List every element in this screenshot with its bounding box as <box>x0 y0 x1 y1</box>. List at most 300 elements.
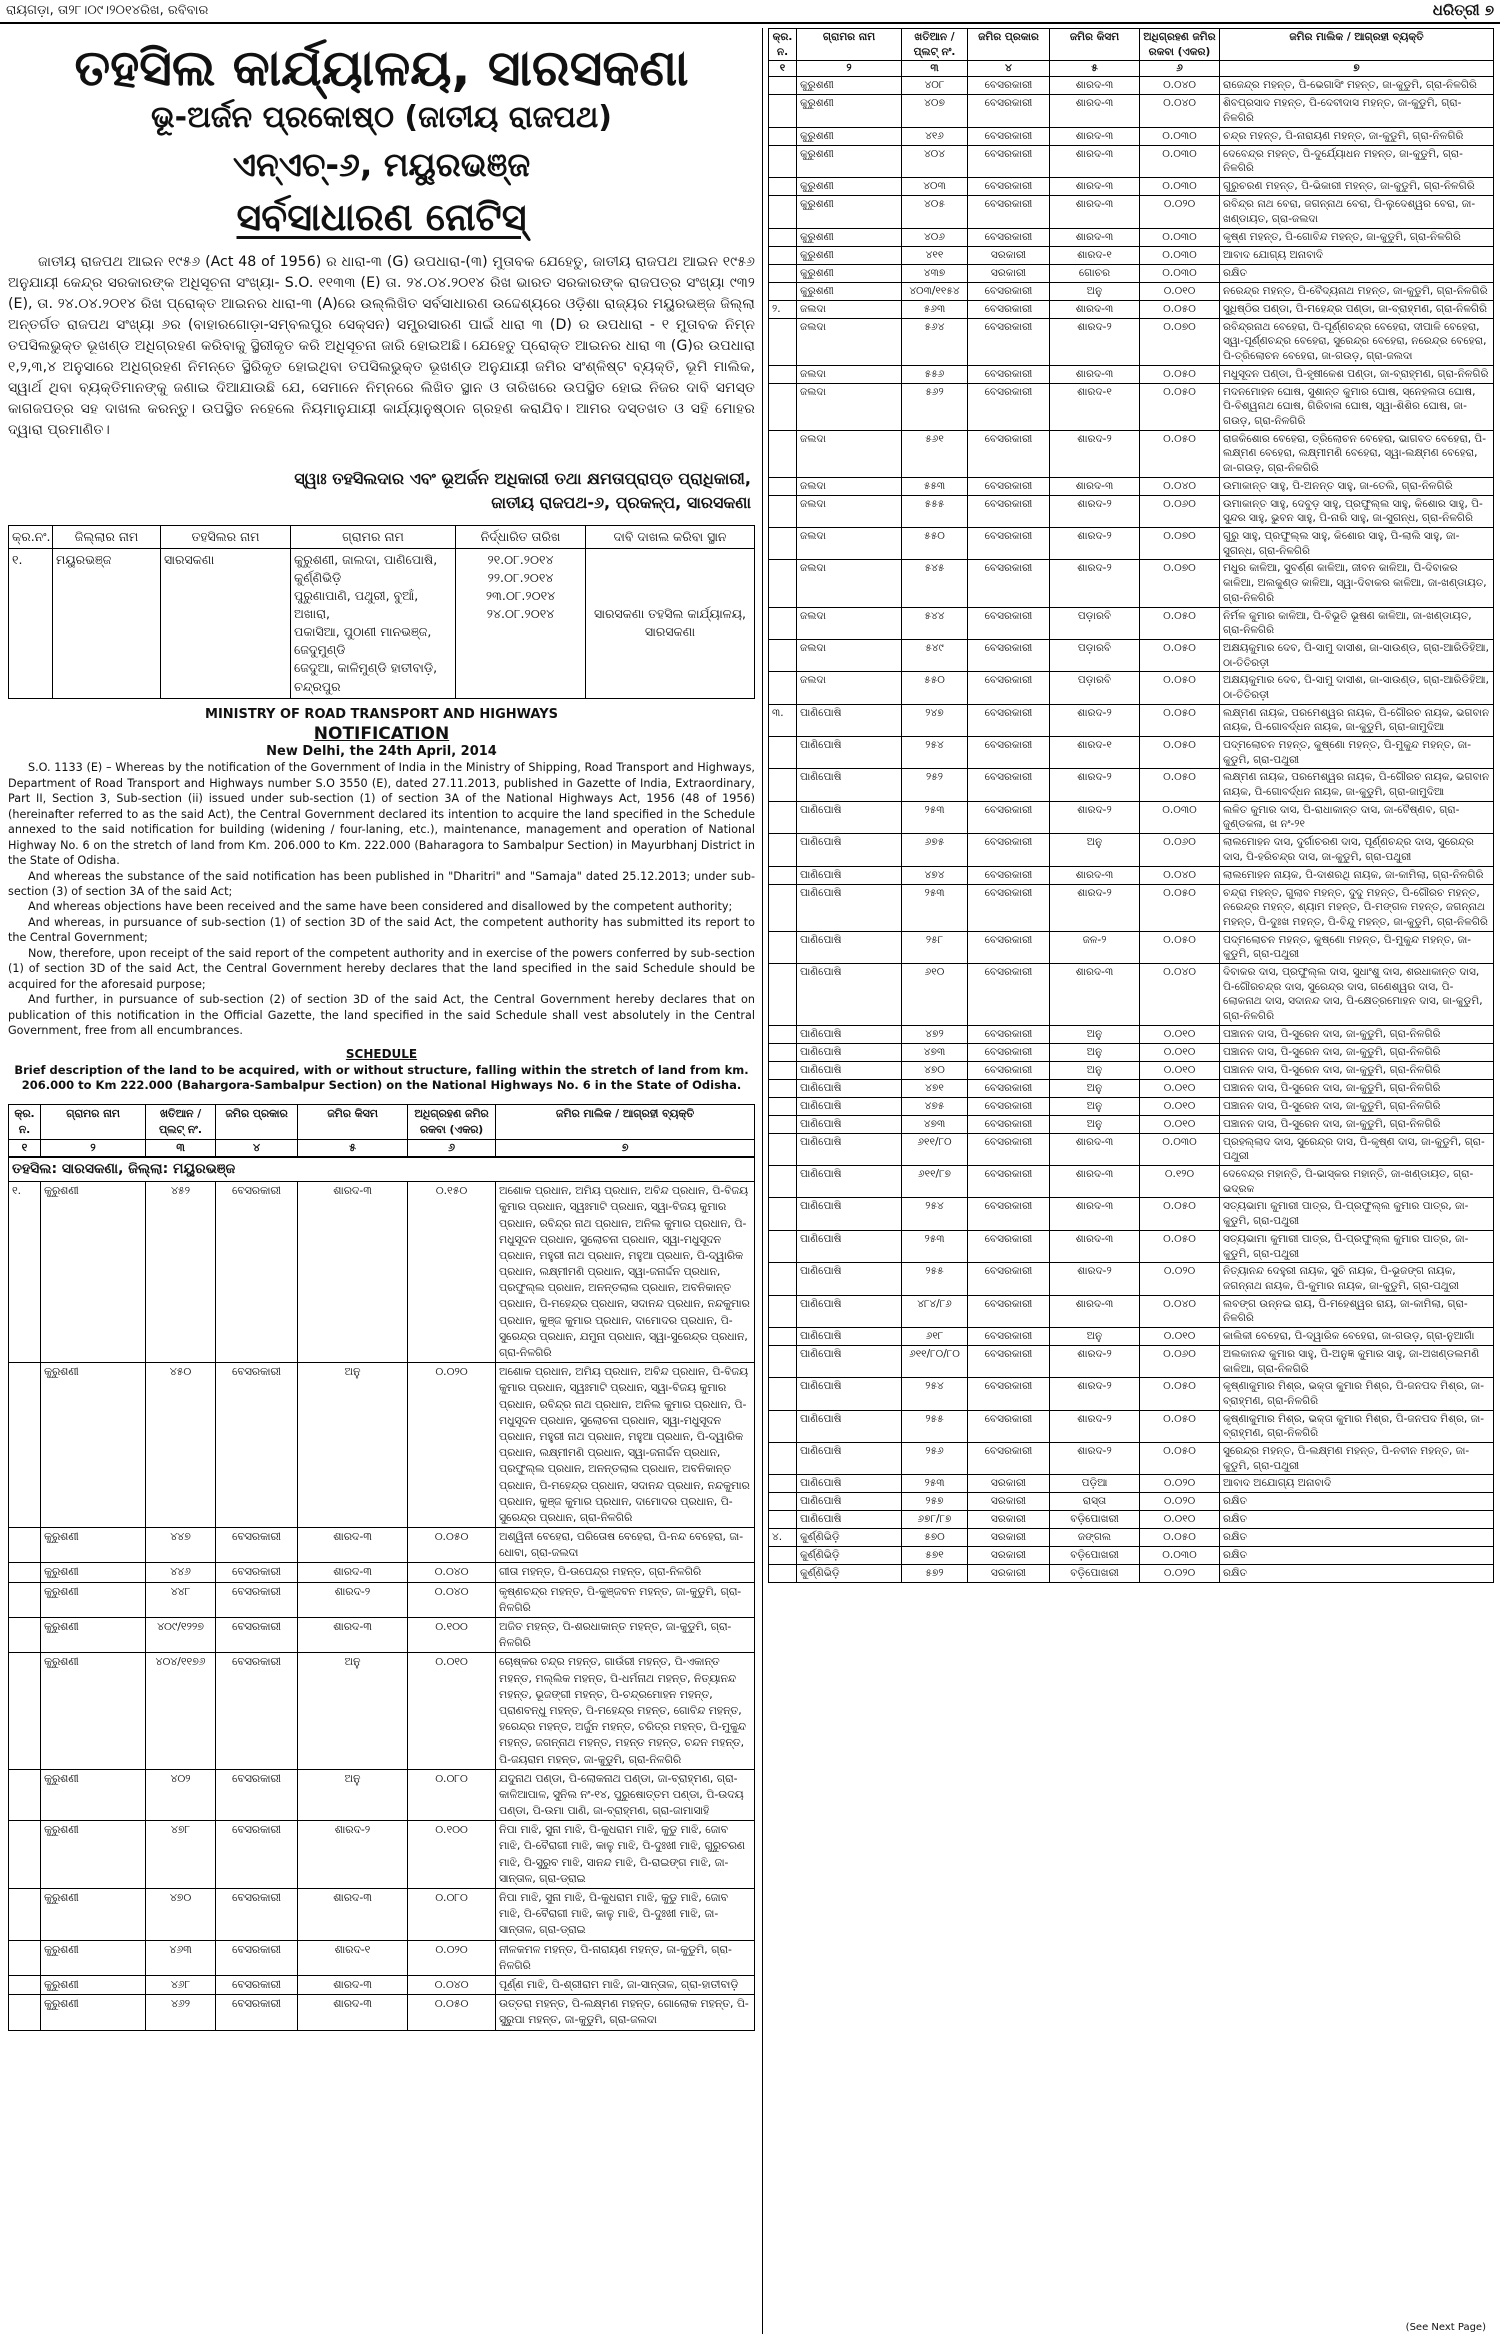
row-sl <box>769 196 797 228</box>
row-land-type: ବେସରକାରୀ <box>968 1079 1050 1097</box>
row-land-type: ବେସରକାରୀ <box>968 365 1050 383</box>
notification-paragraph: S.O. 1133 (E) – Whereas by the notification of the Government of India in the Ministry of Shipping, Road Transport and Highways, Department of Road Transport and Highways number S.O 3550 (E), dated 27.11.2013, published in Gazette of India, Extraordinary, Part II, Section 3, Sub-section (ii) issued under sub-section (1) of section 3A of the National Highways Act, 1956 (48 of 1956) (hereinafter referred to as the said Act), the Central Government declared its intention to acquire the land specified in the Schedule annexed to the said notification for building (widening / four-laning, etc.), maintenance, management and operation of National Highway No. 6 on the stretch of land from Km. 206.000 to Km. 222.000 (Baharagora to Sambalpur Section) in Mayurbhanj District in the State of Odisha. <box>8 761 755 868</box>
schedule-row <box>9 1940 755 1975</box>
row-village: ଜଲଦା <box>797 672 902 704</box>
schedule-row <box>769 1345 1494 1377</box>
schedule-row <box>769 1443 1494 1475</box>
schedule-row <box>769 127 1494 145</box>
schedule-colnum-row <box>769 61 1494 77</box>
row-plot: ୪୦୯/୧୨୨୭ <box>146 1618 216 1653</box>
row-plot: ୨୫୩ <box>902 1230 968 1262</box>
row-plot: ୪୭୦ <box>146 1889 216 1941</box>
row-kisam: ଶାରଦ-୩ <box>298 1182 408 1363</box>
row-village: ପାଣିପୋଷି <box>797 1345 902 1377</box>
row-land-type: ବେସରକାରୀ <box>968 1410 1050 1442</box>
row-owner: ଅଜିତ ମହନ୍ତ, ପି-ଶରଧାକାନ୍ତ ମହନ୍ତ, ଜା-କୁଡୁମି, ଗ୍ରା-ନିଳଗିରି <box>496 1618 755 1653</box>
row-plot: ୪୦୪ <box>902 145 968 177</box>
row-owner: ମଧୁସୂଦନ ପଣ୍ଡା, ପି-ହୃଷୀକେଶ ପଣ୍ଡା, ଜା-ବ୍ରାହ୍ମଣ, ଗ୍ରା-ନିଳଗିରି <box>1220 365 1494 383</box>
row-owner: ପଞ୍ଚାନନ ଦାସ, ପି-ସୁରେନ ଦାସ, ଜା-କୁଡୁମି, ଗ୍ରା-ନିଳଗିରି <box>1220 1115 1494 1133</box>
row-kisam: ଶାରଦ-୨ <box>298 1821 408 1889</box>
row-village: ପାଣିପୋଷି <box>797 704 902 736</box>
row-kisam: ଶାରଦ-୩ <box>1050 127 1140 145</box>
row-kisam: ଶାରଦ-୩ <box>1050 77 1140 95</box>
hearing-village-line: ପକାସିଆ, ପୁଠାଣୀ ମାନଭଞ୍ଜ, ଜେଦୁମୁଣ୍ଡି <box>294 624 432 658</box>
row-sl <box>769 77 797 95</box>
row-plot: ୪୬୨ <box>146 1995 216 2030</box>
row-land-type: ବେସରକାରୀ <box>968 1263 1050 1295</box>
hearing-header: ଗ୍ରାମର ନାମ <box>291 525 456 548</box>
row-kisam: ଗୋଚର <box>1050 264 1140 282</box>
hearing-header: ଦାବି ଦାଖଲ କରିବା ସ୍ଥାନ <box>586 525 755 548</box>
row-sl <box>769 1547 797 1565</box>
row-land-type: ବେସରକାରୀ <box>968 477 1050 495</box>
row-land-type: ସରକାରୀ <box>968 1493 1050 1511</box>
row-plot: ୪୭୫ <box>902 1097 968 1115</box>
schedule-row <box>769 607 1494 639</box>
row-owner: ରକ୍ଷିତ <box>1220 1565 1494 1583</box>
schedule-header: କ୍ର. ନ. <box>9 1104 41 1139</box>
row-owner: ଲକ୍ଷ୍ମଣ ନାୟକ, ପରମେଶ୍ୱର ନାୟକ, ପି-ଗୌରଚ ନାୟକ, ଭଗବାନ ନାୟକ, ପି-ଗୋବର୍ଦ୍ଧନ ନାୟକ, ଜା-କୁଡୁମି, ଗ୍ରା-ଜାମୁଦିଆ <box>1220 769 1494 801</box>
row-plot: ୨୫୩ <box>902 801 968 833</box>
row-sl: ୪. <box>769 1529 797 1547</box>
row-area: ୦.୦୪୦ <box>408 1563 496 1582</box>
row-area: ୦.୦୫୦ <box>1140 430 1220 477</box>
schedule-row <box>9 1653 755 1769</box>
row-village: ପାଣିପୋଷି <box>797 1025 902 1043</box>
row-plot: ୬୧୦ <box>902 963 968 1025</box>
row-plot: ୫୬୪ <box>902 318 968 365</box>
row-sl <box>769 383 797 430</box>
row-village: କୁରୁଶଣୀ <box>797 282 902 300</box>
row-owner: ପଞ୍ଚାନନ ଦାସ, ପି-ସୁରେନ ଦାସ, ଜା-କୁଡୁମି, ଗ୍ରା-ନିଳଗିରି <box>1220 1061 1494 1079</box>
row-sl <box>769 801 797 833</box>
row-plot: ୪୪୬ <box>146 1563 216 1582</box>
row-owner: ଲକ୍ଷ୍ମଣ ନାୟକ, ପରମେଶ୍ୱର ନାୟକ, ପି-ଗୌରଚ ନାୟକ, ଭଗବାନ ନାୟକ, ପି-ଗୋବର୍ଦ୍ଧନ ନାୟକ, ଜା-କୁଡୁମି, ଗ୍ରା-ଜାମୁଦିଆ <box>1220 704 1494 736</box>
schedule-header-row <box>9 1104 755 1139</box>
row-village: ପାଣିପୋଷି <box>797 801 902 833</box>
row-village: ଜଲଦା <box>797 300 902 318</box>
row-sl <box>769 560 797 607</box>
row-owner: ଦେବେନ୍ଦ୍ର ମହନ୍ତ, ପି-ଦୁର୍ଯ୍ୟୋଧନ ମହନ୍ତ, ଜା-କୁଡୁମି, ଗ୍ରା-ନିଳଗିରି <box>1220 145 1494 177</box>
row-area: ୦.୦୧୦ <box>1140 1079 1220 1097</box>
row-village: ଜଲଦା <box>797 477 902 495</box>
row-area: ୦.୦୪୦ <box>408 1582 496 1617</box>
row-kisam: ପଡ଼ାରବି <box>1050 672 1140 704</box>
row-land-type: ବେସରକାରୀ <box>968 300 1050 318</box>
row-village: କୁରୁଶଣୀ <box>41 1769 146 1821</box>
masthead-page: ଧରିତ୍ରୀ ୭ <box>1432 1 1494 19</box>
schedule-colnum: ୩ <box>146 1139 216 1157</box>
row-owner: ଉମାକାନ୍ତ ସାହୁ, ପି-ଅନନ୍ତ ସାହୁ, ଜା-ତେଲି, ଗ୍ରା-ନିଳଗିରି <box>1220 477 1494 495</box>
row-kisam: ଅନୁ <box>1050 282 1140 300</box>
row-village: କୁରୁଶଣୀ <box>41 1618 146 1653</box>
schedule-row <box>9 1528 755 1563</box>
schedule-row <box>769 963 1494 1025</box>
row-owner: ନିପା ମାଝି, ସୁନା ମାଝି, ପି-କୁଧରାମ ମାଝି, କୁଡୁ ମାଝି, ଜୋବ ମାଝି, ପି-ବୈରାଗୀ ମାଝି, କାଳୁ ମାଝି, ପି-ଦୁଃଖୀ ମାଝି, ଜା-ସାନ୍ତାଳ, ଗ୍ରା-ଡ୍ରାଇ <box>496 1889 755 1941</box>
row-owner: ଅଶ୍ୱିନୀ ବେହେରା, ପରିତୋଷ ବେହେରା, ପି-ନନ୍ଦ ବେହେରା, ଜା-ଧୋବା, ଗ୍ରା-ଜଲଦା <box>496 1528 755 1563</box>
row-village: କୁରୁଶଣୀ <box>41 1995 146 2030</box>
row-sl <box>769 1133 797 1165</box>
masthead <box>0 0 1500 24</box>
row-owner: ପଞ୍ଚାନନ ଦାସ, ପି-ସୁରେନ ଦାସ, ଜା-କୁଡୁମି, ଗ୍ରା-ନିଳଗିରି <box>1220 1043 1494 1061</box>
hearing-villages <box>291 548 456 698</box>
row-kisam: ଶାରଦ-୨ <box>1050 318 1140 365</box>
row-village: ପାଣିପୋଷି <box>797 884 902 931</box>
notice-signature <box>12 467 751 515</box>
row-kisam: ଶାରଦ-୩ <box>1050 145 1140 177</box>
schedule-colnum: ୨ <box>797 61 902 77</box>
row-village: ଜଲଦା <box>797 495 902 527</box>
row-land-type: ବେସରକାରୀ <box>968 318 1050 365</box>
row-owner: ରକ୍ଷିତ <box>1220 1547 1494 1565</box>
row-owner: ମଦନମୋହନ ଘୋଷ, ସୁଶାନ୍ତ କୁମାର ଘୋଷ, ସ୍ନେହଲତା ଘୋଷ, ପି-ବିଶ୍ୱନାଥ ଘୋଷ, ଗିରିବାଳା ଘୋଷ, ସ୍ୱା-ଶିଶିର ଘୋଷ, ଜା-ଗଉଡ଼, ଗ୍ରା-ନିଳଗିରି <box>1220 383 1494 430</box>
row-land-type: ବେସରକାରୀ <box>968 282 1050 300</box>
row-kisam: ଅନୁ <box>1050 1061 1140 1079</box>
row-kisam: ଶାରଦ-୧ <box>1050 246 1140 264</box>
row-plot: ୫୪୫ <box>902 560 968 607</box>
row-land-type: ବେସରକାରୀ <box>968 769 1050 801</box>
schedule-colnum: ୫ <box>1050 61 1140 77</box>
row-sl <box>769 1198 797 1230</box>
row-village: ପାଣିପୋଷି <box>797 931 902 963</box>
row-sl <box>769 1025 797 1043</box>
row-area: ୦.୦୩୦ <box>1140 264 1220 282</box>
row-kisam: ଶାରଦ-୨ <box>1050 1410 1140 1442</box>
row-kisam: ଶାରଦ-୨ <box>1050 1345 1140 1377</box>
row-sl <box>769 282 797 300</box>
notice-title: ତହସିଲ କାର୍ଯ୍ୟାଳୟ, ସାରସକଣା <box>74 39 689 97</box>
row-village: କୁରୁଶଣୀ <box>797 145 902 177</box>
row-plot: ୫୭୦ <box>902 1529 968 1547</box>
row-owner: କୃଷ୍ଣାକୁମାର ମିଶ୍ର, ଭକ୍ତା କୁମାର ମିଶ୍ର, ପି-ଜନପଦ ମିଶ୍ର, ଜା-ବ୍ରାହ୍ମଣ, ଗ୍ରା-ନିଳଗିରି <box>1220 1378 1494 1410</box>
row-owner: ଗୁରୁଚରଣ ମହନ୍ତ, ପି-ଭିକାରୀ ମହନ୍ତ, ଜା-କୁଡୁମି, ଗ୍ରା-ନିଳଗିରି <box>1220 178 1494 196</box>
row-area: ୦.୦୧୦ <box>1140 1061 1220 1079</box>
schedule-colnum: ୪ <box>216 1139 298 1157</box>
row-owner: ପୂର୍ଣ୍ଣ ମାଝି, ପି-ଶ୍ରୀରାମ ମାଝି, ଜା-ସାନ୍ତାଳ, ଗ୍ରା-ହାତୀବାଡ଼ି <box>496 1975 755 1994</box>
see-next-page: (See Next Page) <box>1405 2322 1486 2333</box>
notification-title: NOTIFICATION <box>313 723 450 744</box>
row-village: ପାଣିପୋଷି <box>797 1475 902 1493</box>
row-area: ୦.୦୩୦ <box>1140 145 1220 177</box>
row-village: ଜଲଦା <box>797 365 902 383</box>
schedule-header: ଖତିଆନ / ପ୍ଲଟ୍ ନଂ. <box>146 1104 216 1139</box>
row-sl <box>769 1493 797 1511</box>
row-area: ୦.୦୫୦ <box>1140 1443 1220 1475</box>
left-column <box>8 30 755 2330</box>
schedule-row <box>9 1363 755 1528</box>
hearing-date: ୨୩.୦୮.୨୦୧୪ <box>485 587 556 603</box>
row-kisam: ଶାରଦ-୨ <box>1050 495 1140 527</box>
row-kisam: ଶାରଦ-୨ <box>1050 769 1140 801</box>
row-plot: ୪୪୮ <box>146 1582 216 1617</box>
row-plot: ୨୫୩ <box>902 1475 968 1493</box>
schedule-row <box>769 318 1494 365</box>
row-plot: ୫୭୨ <box>902 1565 968 1583</box>
row-kisam: ଶାରଦ-୨ <box>1050 1378 1140 1410</box>
notice-subtitle-1: ଭୂ-ଅର୍ଜନ ପ୍ରକୋଷ୍ଠ (ଜାତୀୟ ରାଜପଥ) <box>151 99 612 135</box>
schedule-colnum: ୭ <box>496 1139 755 1157</box>
row-owner: ରକ୍ଷିତ <box>1220 1511 1494 1529</box>
row-owner: ନୀଳକମଳ ମହନ୍ତ, ପି-ନାରାୟଣ ମହନ୍ତ, ଜା-କୁଡୁମି, ଗ୍ରା-ନିଳଗିରି <box>496 1940 755 1975</box>
row-owner: ଲାଲମୋହନ ନାୟକ, ପି-ଦାଶରଥି ନାୟକ, ଜା-କାମିଲା, ଗ୍ରା-ନିଳଗିରି <box>1220 866 1494 884</box>
row-kisam: ଶାରଦ-୧ <box>1050 737 1140 769</box>
row-plot: ୨୫୪ <box>902 1378 968 1410</box>
row-village: କୁରୁଶଣୀ <box>797 228 902 246</box>
row-sl <box>769 1345 797 1377</box>
row-land-type: ବେସରକାରୀ <box>968 672 1050 704</box>
row-kisam: ଶାରଦ-୩ <box>1050 95 1140 127</box>
row-plot: ୬୧୮ <box>902 1327 968 1345</box>
row-owner: ଗୁରୁ ସାହୁ, ପ୍ରଫୁଲ୍ଲ ସାହୁ, କିଶୋର ସାହୁ, ପି-ଲାଲି ସାହୁ, ଜା-ସୁଗନ୍ଧ, ଗ୍ରା-ନିଳଗିରି <box>1220 528 1494 560</box>
row-owner: କୃଷ୍ଣ ମହନ୍ତ, ପି-ଗୋବିନ୍ଦ ମହନ୍ତ, ଜା-କୁଡୁମି, ଗ୍ରା-ନିଳଗିରି <box>1220 228 1494 246</box>
hearing-tahasil: ସାରସକଣା <box>161 548 291 698</box>
row-owner: ଦିବାକର ଦାସ, ପ୍ରଫୁଲ୍ଲ ଦାସ, ସୁଧାଂଶୁ ଦାସ, ଶରଧାକାନ୍ତ ଦାସ, ପି-ଗୌରଚନ୍ଦ୍ର ଦାସ, ସୁରେନ୍ଦ୍ର ଦାସ, ଗଣେଶ୍ୱର ଦାସ, ପି-ଲୋକନାଥ ଦାସ, ସଦାନନ୍ଦ ଦାସ, ପି-କ୍ଷେତ୍ରମୋହନ ଦାସ, ଜା-କୁଡୁମି, ଗ୍ରା-ନିଳଗିରି <box>1220 963 1494 1025</box>
row-kisam: ଶାରଦ-୩ <box>298 1889 408 1941</box>
schedule-row <box>769 178 1494 196</box>
schedule-colnum: ୫ <box>298 1139 408 1157</box>
schedule-row <box>769 672 1494 704</box>
row-area: ୦.୦୫୦ <box>1140 1198 1220 1230</box>
schedule-colnum: ୭ <box>1220 61 1494 77</box>
row-plot: ୨୫୩ <box>902 884 968 931</box>
row-owner: ସତ୍ୟଭାମା କୁମାରୀ ପାତ୍ର, ପି-ପ୍ରଫୁଲ୍ଲ କୁମାର ପାତ୍ର, ଜା-କୁଡୁମି, ଗ୍ରା-ପଥୁରୀ <box>1220 1230 1494 1262</box>
row-village: ପାଣିପୋଷି <box>797 866 902 884</box>
schedule-header: ଜମିର କିସମ <box>298 1104 408 1139</box>
row-village: ଜଲଦା <box>797 383 902 430</box>
row-village: ପାଣିପୋଷି <box>797 1043 902 1061</box>
row-village: ପାଣିପୋଷି <box>797 1327 902 1345</box>
row-village: କୁରୁଶଣୀ <box>41 1940 146 1975</box>
row-area: ୦.୦୧୦ <box>1140 1327 1220 1345</box>
row-sl <box>9 1975 41 1994</box>
schedule-row <box>769 1493 1494 1511</box>
row-plot: ୪୦୫ <box>902 196 968 228</box>
right-column <box>768 28 1494 2326</box>
row-owner: ଚନ୍ଦ୍ର ମହନ୍ତ, ପି-ନାରାୟଣ ମହନ୍ତ, ଜା-କୁଡୁମି, ଗ୍ରା-ନିଳଗିରି <box>1220 127 1494 145</box>
row-owner: ଅଶୋକ ପ୍ରଧାନ, ଅମିୟ ପ୍ରଧାନ, ଅବିନ୍ଦ ପ୍ରଧାନ, ପି-ବିଜୟ କୁମାର ପ୍ରଧାନ, ସ୍ୱଃମାଟି ପ୍ରଧାନ, ସ୍ୱା-ବିଜୟ କୁମାର ପ୍ରଧାନ, ରବିନ୍ଦ୍ର ନାଥ ପ୍ରଧାନ, ଅନିଲ କୁମାର ପ୍ରଧାନ, ପି-ମଧୁସୂଦନ ପ୍ରଧାନ, ସୁଲୋଚନା ପ୍ରଧାନ, ସ୍ୱା-ମଧୁସୂଦନ ପ୍ରଧାନ, ମହୁରୀ ନାଥ ପ୍ରଧାନ, ମହୁଆ ପ୍ରଧାନ, ପି-ଦ୍ୱାରିକ ପ୍ରଧାନ, ଲକ୍ଷ୍ମୀମଣି ପ୍ରଧାନ, ସ୍ୱା-ଜନାର୍ଦ୍ଦନ ପ୍ରଧାନ, ପ୍ରଫୁଲ୍ଲ ପ୍ରଧାନ, ଅନନ୍ତଲାଲ ପ୍ରଧାନ, ଅବନିକାନ୍ତ ପ୍ରଧାନ, ପି-ମହେନ୍ଦ୍ର ପ୍ରଧାନ, ସଦାନନ୍ଦ ପ୍ରଧାନ, ନନ୍ଦକୁମାର ପ୍ରଧାନ, କୁଞ୍ଜ କୁମାର ପ୍ରଧାନ, ଦାମୋଦର ପ୍ରଧାନ, ପି-ସୁରେନ୍ଦ୍ର ପ୍ରଧାନ, ଯମୁନା ପ୍ରଧାନ, ସ୍ୱା-ସୁରେନ୍ଦ୍ର ପ୍ରଧାନ, ଗ୍ରା-ନିଳଗିରି <box>496 1182 755 1363</box>
row-plot: ୨୫୨ <box>902 769 968 801</box>
row-land-type: ବେସରକାରୀ <box>968 1043 1050 1061</box>
schedule-header: କ୍ର. ନ. <box>769 29 797 61</box>
row-land-type: ବେସରକାରୀ <box>968 430 1050 477</box>
row-village: କୁରୁଶଣୀ <box>797 196 902 228</box>
schedule-header: ଅଧିଗ୍ରହଣ ଜମିର ରକବା (ଏକର) <box>408 1104 496 1139</box>
row-village: ଜଲଦା <box>797 560 902 607</box>
row-land-type: ବେସରକାରୀ <box>216 1940 298 1975</box>
row-owner: ରାଜକିଶୋର ବେହେରା, ତ୍ରିଲୋଚନ ବେହେରା, ଭାଗବତ ବେହେରା, ପି-ଲକ୍ଷ୍ମଣ ବେହେରା, ଲକ୍ଷ୍ମୀମଣି ବେହେରା, ସ୍ୱା-ଲକ୍ଷ୍ମଣ ବେହେରା, ଜା-ଗଉଡ଼, ଗ୍ରା-ନିଳଗିରି <box>1220 430 1494 477</box>
row-area: ୦.୦୨୦ <box>408 1363 496 1528</box>
row-plot: ୪୧୧ <box>902 246 968 264</box>
row-owner: ଆବାଦ ଅଯୋଗ୍ୟ ଅନାବାଦି <box>1220 1475 1494 1493</box>
schedule-colnum: ୩ <box>902 61 968 77</box>
row-owner: ଚୋଷ୍କର ଚନ୍ଦ୍ର ମହନ୍ତ, ଗାଉଁରୀ ମହନ୍ତ, ପି-ଏକାନ୍ତ ମହନ୍ତ, ମଲ୍ଲିକ ମହନ୍ତ, ପି-ଧର୍ମନାଥ ମହନ୍ତ, ନିତ୍ୟାନନ୍ଦ ମହନ୍ତ, ଭୂଜଙ୍ଗୀ ମହନ୍ତ, ପି-ଚନ୍ଦ୍ରମୋହନ ମହନ୍ତ, ପ୍ରାଣବନ୍ଧୁ ମହନ୍ତ, ପି-ମହେନ୍ଦ୍ର ମହନ୍ତ, ଗୋବିନ୍ଦ ମହନ୍ତ, ହରେନ୍ଦ୍ର ମହନ୍ତ, ଅର୍ଜୁନ ମହନ୍ତ, ଚରିତ୍ର ମହନ୍ତ, ପି-ମୁକୁନ୍ଦ ମହନ୍ତ, ଜଗନ୍ନାଥ ମହନ୍ତ, ମହନ୍ତ ମହନ୍ତ, ଚନ୍ଦନ ମହନ୍ତ, ପି-ଜୟରାମ ମହନ୍ତ, ଜା-କୁଡୁମି, ଗ୍ରା-ନିଳଗିରି <box>496 1653 755 1769</box>
schedule-row <box>9 1769 755 1821</box>
row-area: ୦.୦୩୦ <box>1140 228 1220 246</box>
row-sl <box>9 1769 41 1821</box>
row-plot: ୫୫୬ <box>902 365 968 383</box>
row-kisam: ଶାରଦ-୨ <box>1050 528 1140 560</box>
row-land-type: ବେସରକାରୀ <box>216 1563 298 1582</box>
schedule-row <box>769 282 1494 300</box>
row-area: ୦.୦୫୦ <box>1140 737 1220 769</box>
schedule-row <box>769 95 1494 127</box>
notice-heading: ସର୍ବସାଧାରଣ ନୋଟିସ୍‌ <box>236 194 527 239</box>
row-kisam: ଅନୁ <box>1050 1327 1140 1345</box>
notification-body <box>8 760 755 1038</box>
schedule-row <box>9 1821 755 1889</box>
row-kisam: ଶାରଦ-୩ <box>1050 1198 1140 1230</box>
schedule-row <box>769 1061 1494 1079</box>
row-area: ୦.୦୧୦ <box>1140 1511 1220 1529</box>
hearing-district: ମୟୁରଭଞ୍ଜ <box>53 548 161 698</box>
schedule-row <box>769 1327 1494 1345</box>
row-area: ୦.୦୪୦ <box>1140 77 1220 95</box>
row-land-type: ବେସରକାରୀ <box>968 196 1050 228</box>
schedule-row <box>9 1975 755 1994</box>
row-land-type: ବେସରକାରୀ <box>216 1182 298 1363</box>
row-sl <box>769 477 797 495</box>
row-sl <box>769 639 797 671</box>
schedule-colnum: ୨ <box>41 1139 146 1157</box>
schedule-row <box>769 1133 1494 1165</box>
row-area: ୦.୦୧୦ <box>1140 282 1220 300</box>
row-sl <box>9 1563 41 1582</box>
row-kisam: ଅନୁ <box>1050 1043 1140 1061</box>
row-owner: ଶିବପ୍ରସାଦ ମହନ୍ତ, ପି-ଦେବୀଦାସ ମହନ୍ତ, ଜା-କୁଡୁମି, ଗ୍ରା-ନିଳଗିରି <box>1220 95 1494 127</box>
row-area: ୦.୦୭୦ <box>1140 560 1220 607</box>
row-plot: ୪୦୩/୧୧୫୪ <box>902 282 968 300</box>
row-land-type: ବେସରକାରୀ <box>968 178 1050 196</box>
row-village: କୁରୁଶଣୀ <box>797 246 902 264</box>
row-land-type: ବେସରକାରୀ <box>216 1975 298 1994</box>
row-sl <box>769 1511 797 1529</box>
row-land-type: ବେସରକାରୀ <box>968 607 1050 639</box>
hearing-date: ୨୨.୦୮.୨୦୧୪ <box>487 569 554 585</box>
row-land-type: ସରକାରୀ <box>968 246 1050 264</box>
schedule-row <box>769 704 1494 736</box>
schedule-row <box>769 1410 1494 1442</box>
hearing-row <box>9 548 755 698</box>
row-land-type: ବେସରକାରୀ <box>968 1295 1050 1327</box>
row-owner: ସୁରେନ୍ଦ୍ର ମହନ୍ତ, ପି-ଲକ୍ଷ୍ମଣ ମହନ୍ତ, ପି-ନବୀନ ମହନ୍ତ, ଜା-କୁଡୁମି, ଗ୍ରା-ପଥୁରୀ <box>1220 1443 1494 1475</box>
row-area: ୦.୦୩୦ <box>1140 246 1220 264</box>
row-owner: ରକ୍ଷିତ <box>1220 1529 1494 1547</box>
row-village: କୁର୍ଣ୍ଣିଭିଡ଼ି <box>797 1529 902 1547</box>
row-sl <box>769 246 797 264</box>
row-kisam: ଶାରଦ-୩ <box>1050 866 1140 884</box>
row-owner: ଆବାଦ ଯୋଗ୍ୟ ଅନାବାଦି <box>1220 246 1494 264</box>
schedule-row <box>769 1097 1494 1115</box>
notification-paragraph: And whereas, in pursuance of sub-section (1) of section 3D of the said Act, the competent authority has submitted its report to the Central Government; <box>8 915 755 945</box>
row-sl: ୧. <box>9 1182 41 1363</box>
notice-intro: ଜାତୀୟ ରାଜପଥ ଆଇନ ୧୯୫୬ (Act 48 of 1956) ର ଧାରା-୩ (G) ଉପଧାରା-(୩) ମୁତାବକ ଯେହେତୁ, ଜାତୀୟ ରାଜପଥ ଆଇନ ୧୯୫୬ ଅନୁଯାୟୀ କେନ୍ଦ୍ର ସରକାରଙ୍କ ଅଧିସୂଚନା ସଂଖ୍ୟା- S.O. ୧୧୩୩ (E) ତା. ୨୪.୦୪.୨୦୧୪ ରିଖ ଭାରତ ସରକାରଙ୍କ ରାଜପତ୍ର ସଂଖ୍ୟା ୯୩୨ (E), ତା. ୨୪.୦୪.୨୦୧୪ ରିଖ ପ୍ରୋକ୍ତ ଆଇନର ଧାରା-୩ (A)ରେ ଉଲ୍ଲିଖିତ ସର୍ବସାଧାରଣ ଉଦ୍ଦେଶ୍ୟରେ ଓଡ଼ିଶା ରାଜ୍ୟର ମୟୁରଭଞ୍ଜ ଜିଲ୍ଲା ଅନ୍ତର୍ଗତ ରାଜପଥ ସଂଖ୍ୟା ୬ର (ବାହାରଗୋଡ଼ା-ସମ୍ବଲପୁର ସେକ୍ସନ) ସମ୍ପ୍ରସାରଣ ପାଇଁ ଧାରା ୩ (D) ର ଉପଧାରା - ୧ ମୁତାବକ ନିମ୍ନ ତପସିଲଭୁକ୍ତ ଭୂଖଣ୍ଡ ଅଧିଗ୍ରହଣ କରିବାକୁ ସ୍ଥିରୀକୃତ କରି ଅଧିସୂଚନା ଜାରି ହୋଇଅଛି। ଯେହେତୁ ପ୍ରୋକ୍ତ ଆଇନର ଧାରା ୩ (G)ର ଉପଧାରା ୧,୨,୩,୪ ଅନୁସାରେ ଅଧିଗ୍ରହଣ ନିମନ୍ତେ ସ୍ଥିରିକୃତ ହୋଇଥିବା ତପସିଲଭୁକ୍ତ ଭୂଖଣ୍ଡ ଅନୁଯାୟୀ ଜମିର ସଂଶ୍ଳିଷ୍ଟ ବ୍ୟକ୍ତି, ଭୂମି ମାଲିକ, ସ୍ୱାର୍ଥ ଥିବା ବ୍ୟକ୍ତିମାନଙ୍କୁ ଜଣାଇ ଦିଆଯାଉଛି ଯେ, ସେମାନେ ନିମ୍ନରେ ଲିଖିତ ସ୍ଥାନ ଓ ତାରିଖରେ ଉପସ୍ଥିତ ହୋଇ ନିଜର ଦାବି ସମସ୍ତ କାଗଜପତ୍ର ସହ ଦାଖଲ କରନ୍ତୁ। ଉପସ୍ଥିତ ନହେଲେ ନିୟମାନୁଯାୟୀ କାର୍ଯ୍ୟାନୁଷ୍ଠାନ ଗ୍ରହଣ କରାଯିବ। ଆମର ଦସ୍ତଖତ ଓ ସହି ମୋହର ଦ୍ୱାରା ପ୍ରମାଣିତ। <box>8 253 755 438</box>
schedule-row <box>769 737 1494 769</box>
row-kisam: ଶାରଦ-୩ <box>1050 300 1140 318</box>
schedule-row <box>769 1230 1494 1262</box>
row-village: ପାଣିପୋଷି <box>797 1511 902 1529</box>
notification-paragraph: And further, in pursuance of sub-section (2) of section 3D of the said Act, the Central Government hereby declares that on publication of this notification in the Official Gazette, the land specified in the said Schedule shall vest absolutely in the Central Government, free from all encumbrances. <box>8 993 755 1038</box>
schedule-tahasil-row <box>9 1157 755 1182</box>
row-land-type: ବେସରକାରୀ <box>968 383 1050 430</box>
row-area: ୦.୧୫୦ <box>408 1182 496 1363</box>
signature-line-1: ସ୍ୱାଃ ତହସିଲଦାର ଏବଂ ଭୂଅର୍ଜନ ଅଧିକାରୀ ତଥା କ୍ଷମତାପ୍ରାପ୍ତ ପ୍ରାଧିକାରୀ, <box>294 468 751 488</box>
row-land-type: ବେସରକାରୀ <box>968 228 1050 246</box>
hearing-table <box>8 525 755 699</box>
row-area: ୦.୦୫୦ <box>1140 607 1220 639</box>
row-plot: ୨୫୬ <box>902 1443 968 1475</box>
row-sl <box>9 1995 41 2030</box>
row-plot: ୨୫୫ <box>902 1263 968 1295</box>
row-area: ୦.୦୪୦ <box>1140 1295 1220 1327</box>
schedule-row <box>769 77 1494 95</box>
row-sl <box>9 1653 41 1769</box>
row-land-type: ବେସରକାରୀ <box>968 495 1050 527</box>
row-village: ପାଣିପୋଷି <box>797 1115 902 1133</box>
schedule-row <box>769 1295 1494 1327</box>
hearing-header: ଜିଲ୍ଲାର ନାମ <box>53 525 161 548</box>
row-land-type: ବେସରକାରୀ <box>216 1363 298 1528</box>
schedule-row <box>769 1547 1494 1565</box>
column-divider <box>762 28 763 2334</box>
row-plot: ୪୧୬ <box>902 127 968 145</box>
row-village: କୁରୁଶଣୀ <box>797 264 902 282</box>
row-owner: କାଲିକୀ ବେହେରା, ପି-ଦ୍ୱାରିକ ବେହେରା, ଜା-ଗଉଡ଼, ଗ୍ରା-ନୁଆଗାଁ <box>1220 1327 1494 1345</box>
row-area: ୦.୦୩୦ <box>1140 1547 1220 1565</box>
row-land-type: ସରକାରୀ <box>968 1529 1050 1547</box>
row-land-type: ବେସରକାରୀ <box>968 1115 1050 1133</box>
schedule-colnum: ୧ <box>769 61 797 77</box>
row-land-type: ବେସରକାରୀ <box>968 528 1050 560</box>
row-area: ୦.୦୨୦ <box>1140 1263 1220 1295</box>
row-village: କୁରୁଶଣୀ <box>41 1889 146 1941</box>
row-owner: ପଦ୍ମଲୋଚନ ମହନ୍ତ, କୁଷ୍ଣୋ ମହନ୍ତ, ପି-ମୁକୁନ୍ଦ ମହନ୍ତ, ଜା-କୁଡୁମି, ଗ୍ରା-ପଥୁରୀ <box>1220 737 1494 769</box>
row-area: ୦.୦୫୦ <box>1140 300 1220 318</box>
row-sl <box>769 769 797 801</box>
row-owner: ନିପା ମାଝି, ସୁନା ମାଝି, ପି-କୁଧରାମ ମାଝି, କୁଡୁ ମାଝି, ଜୋବ ମାଝି, ପି-ବୈରାଗୀ ମାଝି, କାଳୁ ମାଝି, ପି-ଦୁଃଖୀ ମାଝି, ଗୁରୁଚରଣ ମାଝି, ପି-ସୁରୁବ ମାଝି, ସାନନ୍ଦ ମାଝି, ପି-ରାଇଙ୍ଗ ମାଝି, ଜା-ସାନ୍ତାଳ, ଗ୍ରା-ଡ୍ରାଇ <box>496 1821 755 1889</box>
row-plot: ୪୫୦ <box>146 1363 216 1528</box>
row-kisam: ପଡ଼ାରବି <box>1050 639 1140 671</box>
schedule-row <box>769 1475 1494 1493</box>
masthead-date: ରାୟଗଡ଼ା, ତା୨୮।୦୯।୨୦୧୪ରିଖ, ରବିବାର <box>6 3 209 18</box>
row-area: ୦.୦୨୦ <box>1140 1565 1220 1583</box>
row-area: ୦.୦୨୦ <box>1140 196 1220 228</box>
row-land-type: ବେସରକାରୀ <box>968 704 1050 736</box>
row-kisam: ଶାରଦ-୧ <box>298 1940 408 1975</box>
row-sl <box>769 1443 797 1475</box>
notification-dateline: New Delhi, the 24th April, 2014 <box>266 743 497 759</box>
row-area: ୦.୧୨୦ <box>1140 1166 1220 1198</box>
row-sl <box>9 1940 41 1975</box>
row-plot: ୪୭୮ <box>146 1821 216 1889</box>
row-plot: ୨୫୭ <box>902 1493 968 1511</box>
schedule-row <box>769 1166 1494 1198</box>
row-owner: ପ୍ରହଲ୍ଲାଦ ଦାସ, ସୁରେନ୍ଦ୍ର ଦାସ, ପି-କୃଷ୍ଣ ଦାସ, ଜା-କୁଡୁମି, ଗ୍ରା-ପଥୁରୀ <box>1220 1133 1494 1165</box>
row-village: କୁରୁଶଣୀ <box>797 95 902 127</box>
row-village: ପାଣିପୋଷି <box>797 1493 902 1511</box>
row-owner: ରବିନ୍ଦ୍ରନାଥ ବେହେରା, ପି-ପୂର୍ଣ୍ଣଚନ୍ଦ୍ର ବେହେରା, ଦୀପାଳି ବେହେରା, ସ୍ୱା-ପୂର୍ଣ୍ଣଚନ୍ଦ୍ର ବେହେରା, ସୁରେନ୍ଦ୍ର ବେହେରା, ନରେନ୍ଦ୍ର ବେହେରା, ପି-ତ୍ରିଲୋଚନ ବେହେରା, ଜା-ଗଉଡ଼, ଗ୍ରା-ଜଲଦା <box>1220 318 1494 365</box>
row-plot: ୪୩୭ <box>902 264 968 282</box>
row-area: ୦.୦୫୦ <box>1140 1410 1220 1442</box>
hearing-date: ୨୪.୦୮.୨୦୧୪ <box>486 606 555 621</box>
row-village: ପାଣିପୋଷି <box>797 769 902 801</box>
schedule-row <box>769 196 1494 228</box>
schedule-header: ଖତିଆନ / ପ୍ଲଟ୍ ନଂ. <box>902 29 968 61</box>
row-area: ୦.୦୨୦ <box>1140 1475 1220 1493</box>
row-land-type: ବେସରକାରୀ <box>216 1889 298 1941</box>
schedule-row <box>9 1995 755 2030</box>
row-sl <box>769 228 797 246</box>
schedule-row <box>9 1563 755 1582</box>
